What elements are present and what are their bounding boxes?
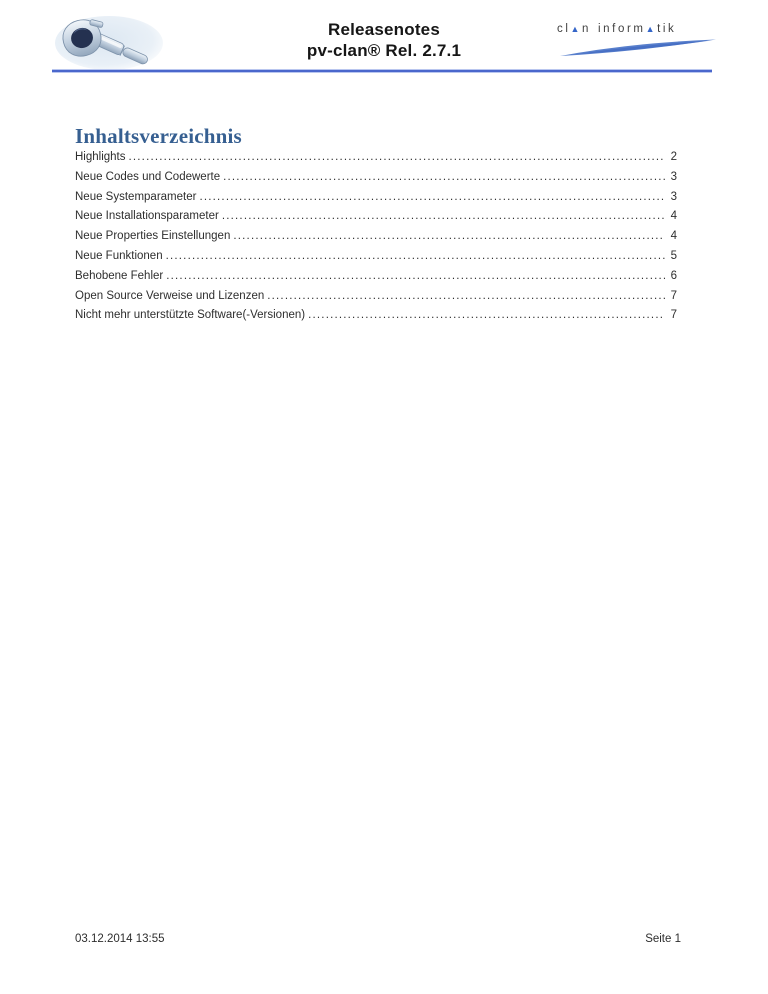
dot-leader	[219, 207, 665, 227]
toc-entry-label: Neue Properties Einstellungen	[75, 230, 231, 243]
toc-entry-label: Behobene Fehler	[75, 269, 164, 282]
toc-entry[interactable]	[75, 227, 677, 247]
dot-leader	[305, 306, 665, 326]
toc-entry[interactable]	[75, 148, 677, 168]
dot-leader	[163, 247, 665, 267]
toc-entry-page: 4	[670, 230, 677, 243]
toc-entry-page: 6	[670, 269, 677, 282]
toc-entry[interactable]	[75, 188, 677, 208]
toc-entry-label: Nicht mehr unterstützte Software(-Versionen)	[75, 309, 306, 322]
dot-leader	[196, 188, 665, 208]
page-footer	[75, 933, 681, 945]
toc-entry[interactable]	[75, 247, 677, 267]
brand-text-segment: cl	[557, 23, 571, 35]
toc-entry-label: Open Source Verweise und Lizenzen	[75, 289, 265, 302]
toc-entry[interactable]	[75, 207, 677, 227]
toc-entry-page: 7	[670, 289, 677, 302]
toc-entry-page: 3	[670, 170, 677, 183]
toc-entry[interactable]	[75, 306, 677, 326]
header-divider	[52, 70, 712, 72]
toc-entry-page: 5	[670, 249, 677, 262]
dot-leader	[163, 267, 665, 287]
toc-entry[interactable]	[75, 267, 677, 287]
footer-page-number: Seite 1	[645, 933, 681, 945]
dot-leader	[220, 168, 665, 188]
toc-list	[75, 148, 677, 326]
dot-leader	[230, 227, 665, 247]
document-subtitle: pv-clan® Rel. 2.7.1	[306, 41, 462, 60]
toc-entry-label: Neue Codes und Codewerte	[75, 170, 221, 183]
toc-entry-page: 7	[670, 309, 677, 322]
brand-triangle-icon: ▲	[570, 24, 583, 34]
footer-timestamp: 03.12.2014 13:55	[75, 933, 165, 945]
dot-leader	[126, 148, 666, 168]
swoosh-icon	[558, 38, 720, 58]
brand-text-segment: tik	[657, 23, 677, 35]
toc-entry-page: 2	[670, 151, 677, 163]
brand-text-segment: n	[582, 23, 592, 35]
toc-entry-label: Neue Funktionen	[75, 249, 163, 262]
toc-entry-page: 4	[670, 210, 677, 223]
dot-leader	[264, 287, 665, 307]
brand-text-segment: inform	[598, 23, 646, 35]
toc-entry-label: Neue Systemparameter	[75, 190, 197, 203]
brand-triangle-icon: ▲	[645, 24, 658, 34]
toc-entry-page: 3	[670, 190, 677, 203]
toc-entry[interactable]	[75, 168, 677, 188]
toc-entry-label: Neue Installationsparameter	[75, 210, 219, 223]
document-title: Releasenotes	[327, 20, 440, 39]
toc-entry-label: Highlights	[75, 151, 126, 163]
toc-entry[interactable]	[75, 287, 677, 307]
clan-informatik-logo	[557, 23, 725, 35]
toc-heading: Inhaltsverzeichnis	[75, 124, 242, 148]
